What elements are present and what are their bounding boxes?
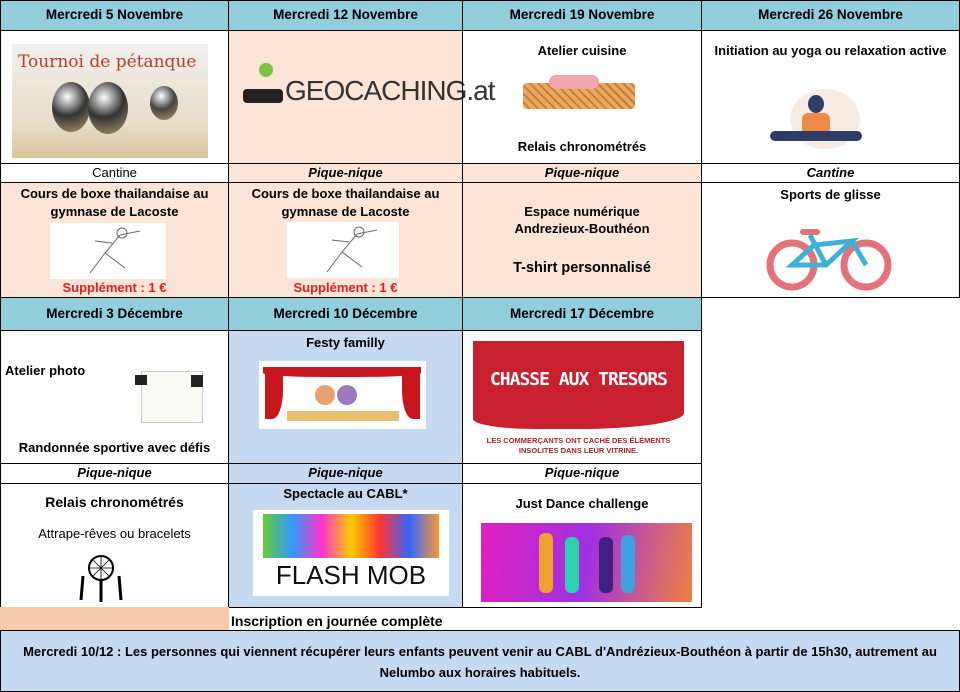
activity-espace-numerique: Espace numérique <box>524 204 640 219</box>
activity-spectacle-cabl: Spectacle au CABL* <box>283 486 408 501</box>
flash-mob-image: FLASH MOB <box>253 510 449 596</box>
activity-boxe: Cours de boxe thailandaise au gymnase de Lacoste <box>20 186 209 219</box>
header-17-dec: Mercredi 17 Décembre <box>462 297 702 331</box>
lunch-17-dec: Pique-nique <box>462 463 702 484</box>
afternoon-12-nov <box>228 182 463 298</box>
header-12-nov: Mercredi 12 Novembre <box>228 0 463 31</box>
supplement-label: Supplément : 1 € <box>293 280 398 295</box>
header-26-nov: Mercredi 26 Novembre <box>701 0 960 31</box>
geocaching-logo: GEOCACHING.at <box>241 61 446 121</box>
activity-yoga: Initiation au yoga ou relaxation active <box>714 43 947 58</box>
afternoon-17-dec <box>462 483 702 608</box>
activity-atelier-cuisine: Atelier cuisine <box>537 43 627 58</box>
supplement-label: Supplément : 1 € <box>62 280 167 295</box>
activity-just-dance: Just Dance challenge <box>515 496 649 511</box>
lunch-12-nov: Pique-nique <box>228 163 463 183</box>
petanque-logo-text: Tournoi de pétanque <box>18 52 197 72</box>
activity-boxe: Cours de boxe thailandaise au gymnase de Lacoste <box>251 186 440 219</box>
morning-17-dec <box>462 330 702 464</box>
afternoon-19-nov <box>462 182 702 298</box>
activity-atelier-photo: Atelier photo <box>5 363 86 378</box>
boxing-image <box>50 223 166 279</box>
activity-attrape-reves: Attrape-rêves ou bracelets <box>38 526 191 541</box>
lunch-3-dec: Pique-nique <box>0 463 229 484</box>
morning-10-dec <box>228 330 463 464</box>
bicycle-icon <box>766 227 892 291</box>
activity-randonnee: Randonnée sportive avec défis <box>18 440 211 455</box>
lunch-5-nov: Cantine <box>0 163 229 183</box>
afternoon-26-nov <box>701 182 960 298</box>
morning-19-nov <box>462 30 702 164</box>
activity-tshirt: T-shirt personnalisé <box>513 260 651 276</box>
just-dance-image <box>481 523 692 602</box>
lunch-19-nov: Pique-nique <box>462 163 702 183</box>
legend-swatch <box>0 607 229 631</box>
morning-5-nov <box>0 30 229 164</box>
header-3-dec: Mercredi 3 Décembre <box>0 297 229 331</box>
header-19-nov: Mercredi 19 Novembre <box>462 0 702 31</box>
activity-relais: Relais chronométrés <box>45 494 184 510</box>
header-5-nov: Mercredi 5 Novembre <box>0 0 229 31</box>
activity-espace-numerique-location: Andrezieux-Bouthéon <box>514 221 650 236</box>
photo-studio-image <box>129 367 213 425</box>
morning-3-dec <box>0 330 229 464</box>
lunch-26-nov: Cantine <box>701 163 960 183</box>
morning-26-nov <box>701 30 960 164</box>
activity-relais: Relais chronométrés <box>517 139 647 154</box>
legend-label: Inscription en journée complète <box>231 613 443 629</box>
lunch-10-dec: Pique-nique <box>228 463 463 484</box>
afternoon-10-dec <box>228 483 463 608</box>
header-10-dec: Mercredi 10 Décembre <box>228 297 463 331</box>
dreamcatcher-icon <box>73 554 129 604</box>
activity-festy-familly: Festy familly <box>306 335 385 350</box>
morning-12-nov <box>228 30 495 164</box>
boxing-image <box>287 222 399 278</box>
pickup-note: Mercredi 10/12 : Les personnes qui viennent récupérer leurs enfants peuvent venir au CABL d'Andrézieux-Bouthéon à partir de 15h30, autrement au Nelumbo aux horaires habituels. <box>0 630 960 692</box>
theater-stage-image <box>259 361 426 429</box>
yoga-image <box>750 89 880 151</box>
petanque-image <box>12 44 208 158</box>
waffles-image <box>519 73 643 119</box>
treasure-hunt-poster: CHASSE AUX TRESORS LES COMMERÇANTS ONT CACHÉ DES ÉLÉMENTS INSOLITES DANS LEUR VITRINE. <box>473 341 684 461</box>
afternoon-5-nov <box>0 182 229 298</box>
afternoon-3-dec <box>0 483 229 608</box>
activity-sports-glisse: Sports de glisse <box>780 187 881 202</box>
